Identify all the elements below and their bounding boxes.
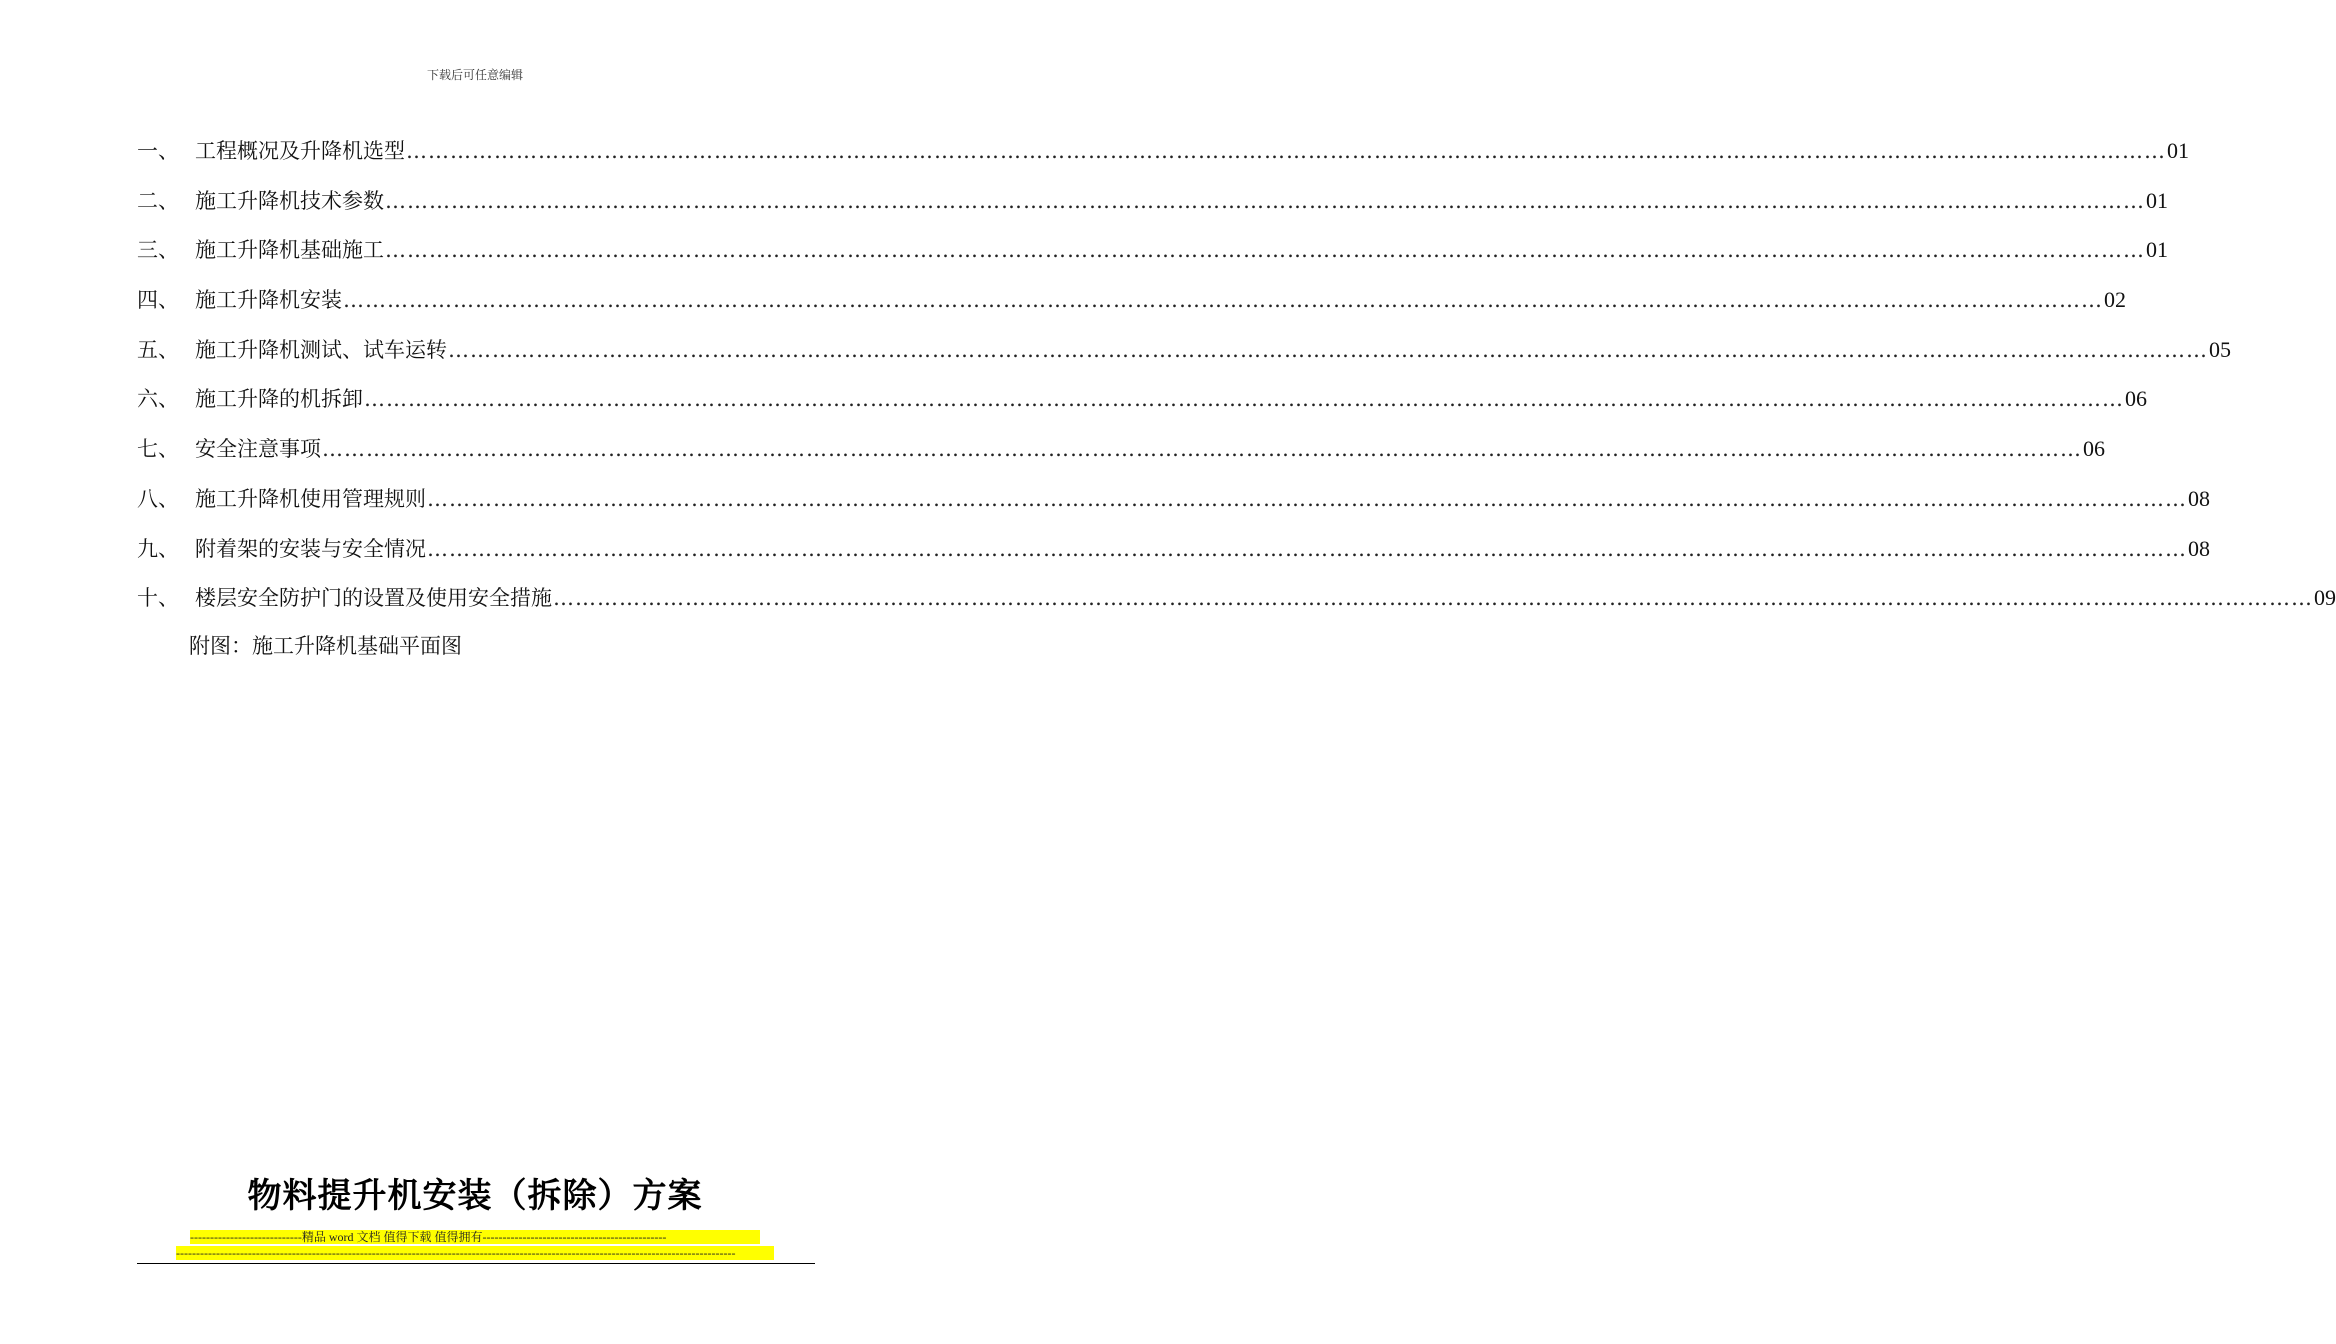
- document-title: 物料提升机安装（拆除）方案: [247, 1176, 703, 1216]
- toc-page-number: 08: [2188, 535, 2210, 561]
- toc-title: 施工升降机技术参数: [195, 188, 384, 213]
- toc-page-number: 01: [2146, 237, 2168, 263]
- page-header: 下载后可任意编辑: [426, 68, 523, 82]
- toc-title: 施工升降机测试、试车运转: [195, 337, 447, 362]
- toc-title: 施工升降机安装: [195, 288, 342, 313]
- toc-title: 工程概况及升降机选型: [195, 139, 405, 163]
- toc-row-9: [137, 530, 2210, 580]
- toc-row-4: [137, 281, 2126, 331]
- promo-banner-line-2: --------------------------------------------------------------------------------------------------------------------------------------------: [176, 1246, 774, 1260]
- toc-page-number: 08: [2188, 485, 2210, 511]
- toc-title: 施工升降机使用管理规则: [195, 486, 426, 511]
- toc-leader-dots: ……………………………………………………………………………………………………………………………………………………………………………………………………………………: [385, 238, 2145, 263]
- toc-leader-dots: ……………………………………………………………………………………………………………………………………………………………………………………………………………………: [448, 337, 2208, 362]
- promo-banner-line-1: ----------------------------精品 word 文档 值得下载 值得拥有----------------------------------------------: [190, 1230, 760, 1244]
- toc-row-7: [137, 430, 2105, 480]
- footer-rule: [137, 1263, 815, 1264]
- toc-row-6: [137, 380, 2147, 430]
- toc-title: 施工升降的机拆卸: [195, 387, 363, 412]
- toc-page-number: 02: [2104, 287, 2126, 313]
- toc-page-number: 05: [2209, 336, 2231, 362]
- toc-number: 六、: [137, 387, 179, 412]
- toc-number: 七、: [137, 437, 179, 462]
- toc-title: 楼层安全防护门的设置及使用安全措施: [195, 586, 552, 611]
- toc-leader-dots: ……………………………………………………………………………………………………………………………………………………………………………………………………………………: [322, 437, 2082, 462]
- toc-number: 三、: [137, 238, 179, 263]
- toc-number: 九、: [137, 536, 179, 561]
- toc-number: 十、: [137, 586, 179, 611]
- toc-leader-dots: ……………………………………………………………………………………………………………………………………………………………………………………………………………………: [427, 536, 2187, 561]
- toc-page-number: 09: [2314, 585, 2336, 611]
- toc-row-2: [137, 182, 2168, 232]
- toc-number: 四、: [137, 288, 179, 313]
- toc-row-5: [137, 331, 2231, 381]
- toc-number: 二、: [137, 188, 179, 213]
- toc-row-10: [137, 579, 2336, 629]
- toc-leader-dots: ……………………………………………………………………………………………………………………………………………………………………………………………………………………: [343, 288, 2103, 313]
- toc-title: 附着架的安装与安全情况: [195, 536, 426, 561]
- toc-leader-dots: ……………………………………………………………………………………………………………………………………………………………………………………………………………………: [364, 387, 2124, 412]
- toc-title: 安全注意事项: [195, 437, 321, 462]
- toc-page-number: 06: [2125, 386, 2147, 412]
- toc-page-number: 01: [2167, 138, 2189, 163]
- toc-appendix: 附图：施工升降机基础平面图: [189, 634, 462, 658]
- toc-row-3: [137, 231, 2168, 281]
- toc-number: 五、: [137, 337, 179, 362]
- toc-row-1: [137, 132, 2189, 182]
- table-of-contents: [137, 132, 2336, 629]
- toc-number: 一、: [137, 139, 179, 163]
- toc-title: 施工升降机基础施工: [195, 238, 384, 263]
- toc-number: 八、: [137, 486, 179, 511]
- toc-leader-dots: ……………………………………………………………………………………………………………………………………………………………………………………………………………………: [553, 586, 2313, 611]
- toc-leader-dots: ……………………………………………………………………………………………………………………………………………………………………………………………………………………: [406, 139, 2166, 163]
- toc-leader-dots: ……………………………………………………………………………………………………………………………………………………………………………………………………………………: [427, 486, 2187, 511]
- toc-leader-dots: ……………………………………………………………………………………………………………………………………………………………………………………………………………………: [385, 188, 2145, 213]
- toc-page-number: 06: [2083, 436, 2105, 462]
- toc-page-number: 01: [2146, 187, 2168, 213]
- toc-row-8: [137, 480, 2210, 530]
